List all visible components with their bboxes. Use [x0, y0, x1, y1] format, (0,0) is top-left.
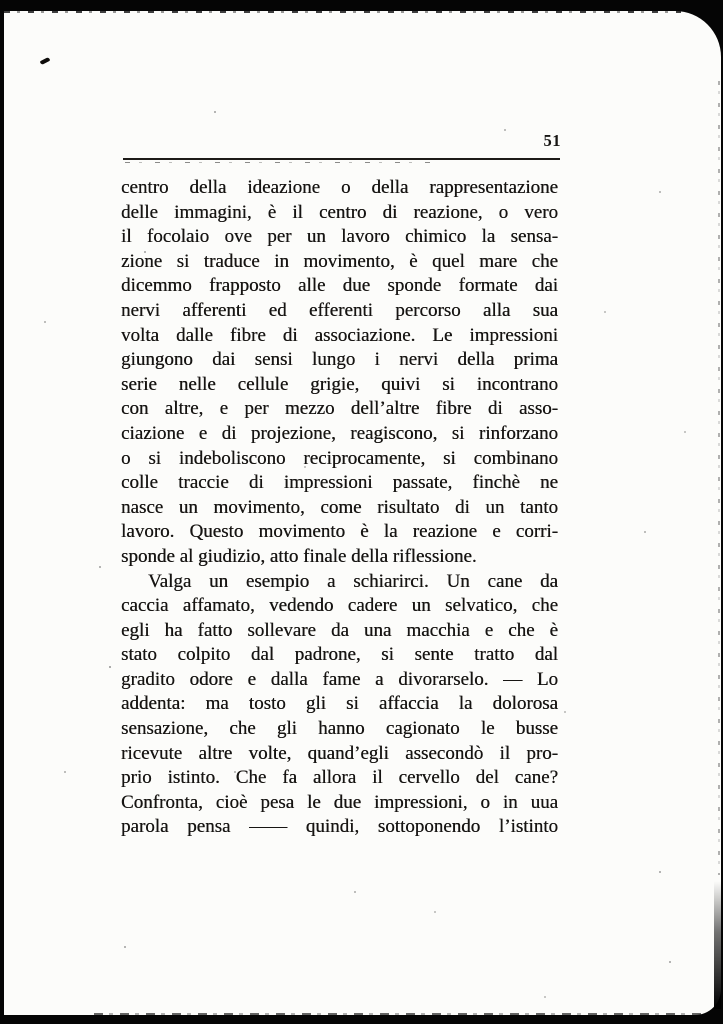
text-line: ciazione e di projezione, reagiscono, si rinforzano: [121, 422, 558, 444]
text-line: nasce un movimento, come risultato di un tanto: [121, 496, 558, 518]
text-line: centro della ideazione o della rappresentazione: [121, 177, 558, 198]
header-rule: [123, 158, 560, 160]
text-line: dicemmo frapposto alle due sponde formate dai: [121, 275, 558, 297]
text-line: delle immagini, è il centro di reazione, o vero: [121, 201, 558, 223]
page-number: 51: [543, 131, 561, 150]
text-line: il focolaio ove per un lavoro chimico la sensa-: [121, 226, 558, 248]
text-line: stato colpito dal padrone, si sente tratto dal: [121, 644, 558, 666]
text-line: Valga un esempio a schiarirci. Un cane da: [148, 570, 558, 592]
text-line: giungono dai sensi lungo i nervi della prima: [121, 349, 558, 371]
text-line: caccia affamato, vedendo cadere un selvatico, che: [121, 595, 558, 617]
text-line: sponde al giudizio, atto finale della riflessione.: [121, 545, 477, 567]
text-line: egli ha fatto sollevare da una macchia e che è: [121, 619, 558, 641]
text-line: nervi afferenti ed efferenti percorso alla sua: [121, 299, 558, 321]
text-line: zione si traduce in movimento, è quel mare che: [121, 250, 558, 272]
text-line: lavoro. Questo movimento è la reazione e corri-: [121, 521, 558, 543]
text-line: prio istinto. Che fa allora il cervello del cane?: [121, 767, 558, 789]
text-line: ricevute altre volte, quand’egli assecondò il pro-: [121, 742, 558, 764]
ink-smudge: [40, 57, 51, 65]
scan-noise-specks: [214, 111, 216, 113]
text-line: gradito odore e dalla fame a divorarselo. — Lo: [121, 668, 558, 690]
text-block: [121, 176, 558, 840]
paper-sheet: [4, 11, 721, 1015]
text-line: serie nelle cellule grigie, quivi si incontrano: [121, 373, 558, 395]
text-line: volta dalle fibre di associazione. Le impressioni: [121, 324, 558, 346]
scan-right-border-shadow: [714, 881, 721, 1009]
text-line: Confronta, cioè pesa le due impressioni, o in uua: [121, 791, 558, 813]
text-line: colle traccie di impressioni passate, finchè ne: [121, 472, 558, 494]
scan-right-edge-artifact: [718, 81, 720, 875]
text-line: addenta: ma tosto gli si affaccia la dolorosa: [121, 693, 558, 715]
text-line: sensazione, che gli hanno cagionato le busse: [121, 718, 558, 740]
text-line: o si indeboliscono reciprocamente, si combinano: [121, 447, 558, 469]
text-line: parola pensa —— quindi, sottoponendo l’istinto: [121, 816, 558, 838]
text-line: con altre, e per mezzo dell’altre fibre di asso-: [121, 398, 558, 420]
